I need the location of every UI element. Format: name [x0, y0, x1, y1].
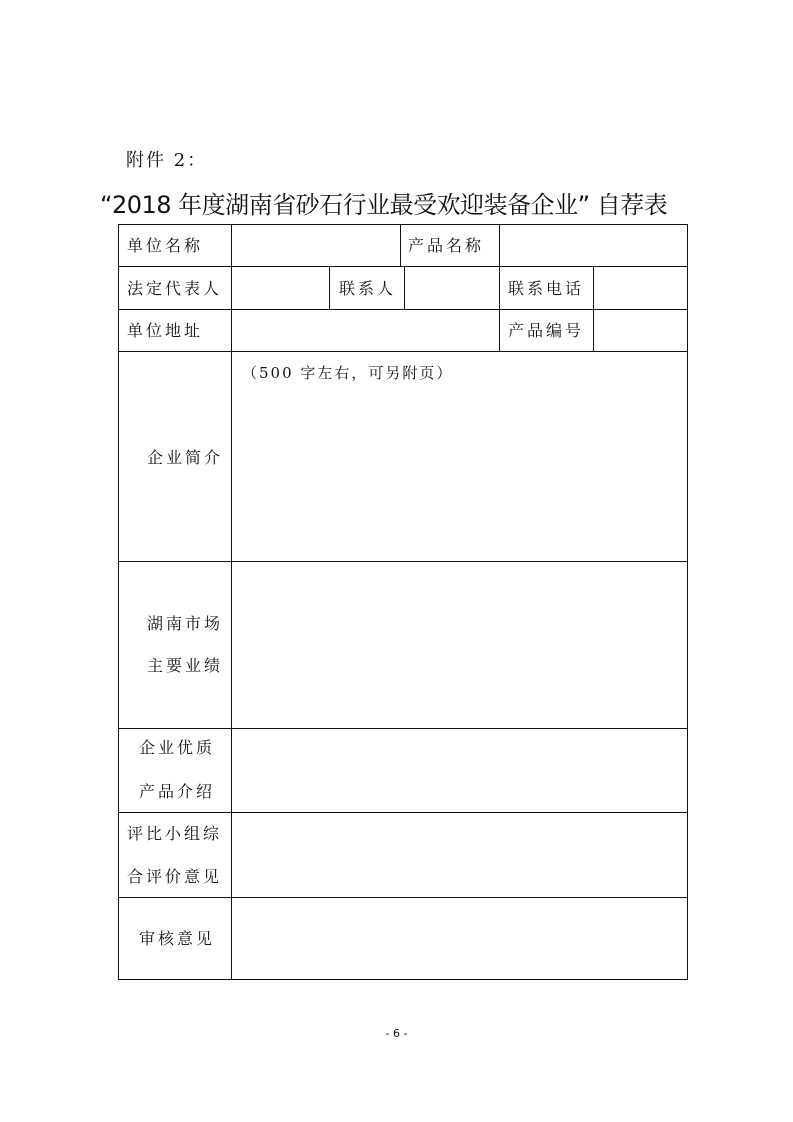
title-open-quote: “	[100, 191, 112, 219]
product-code-field[interactable]	[594, 310, 686, 350]
panel-evaluation-label-line1: 评比小组综	[127, 824, 223, 843]
title-close-quote: ”	[577, 191, 590, 219]
company-profile-label: 企业简介	[147, 448, 224, 467]
form-title	[100, 185, 720, 220]
unit-address-label: 单位地址	[127, 321, 204, 340]
column-divider	[400, 225, 401, 266]
product-name-label: 产品名称	[408, 236, 485, 255]
panel-evaluation-field[interactable]	[232, 813, 687, 896]
legal-representative-label: 法定代表人	[127, 279, 223, 298]
product-code-label: 产品编号	[508, 321, 585, 340]
product-name-field[interactable]	[500, 226, 686, 265]
unit-name-label: 单位名称	[127, 236, 204, 255]
unit-name-field[interactable]	[232, 226, 399, 265]
contact-phone-label: 联系电话	[508, 279, 585, 298]
quality-products-field[interactable]	[232, 729, 687, 811]
quality-products-label-line1: 企业优质	[139, 738, 216, 757]
contact-phone-field[interactable]	[594, 267, 686, 308]
legal-representative-field[interactable]	[232, 267, 328, 308]
title-suffix: 自荐表	[589, 191, 668, 219]
hunan-performance-label-line1: 湖南市场	[147, 614, 224, 633]
column-divider	[329, 266, 330, 309]
hunan-performance-field[interactable]	[232, 562, 687, 727]
self-recommendation-form	[118, 224, 688, 980]
title-main: 2018 年度湖南省砂石行业最受欢迎装备企业	[111, 191, 578, 219]
review-opinion-label: 审核意见	[139, 929, 216, 948]
contact-person-label: 联系人	[339, 279, 397, 298]
panel-evaluation-label-line2: 合评价意见	[127, 867, 223, 886]
review-opinion-field[interactable]	[232, 898, 687, 979]
quality-products-label-line2: 产品介绍	[139, 782, 216, 801]
unit-address-field[interactable]	[232, 310, 498, 350]
page-number: - 6 -	[385, 1027, 408, 1040]
company-profile-field[interactable]	[232, 352, 687, 560]
contact-person-field[interactable]	[405, 267, 498, 308]
attachment-label: 附件 2：	[126, 150, 208, 171]
hunan-performance-label-line2: 主要业绩	[147, 656, 224, 675]
